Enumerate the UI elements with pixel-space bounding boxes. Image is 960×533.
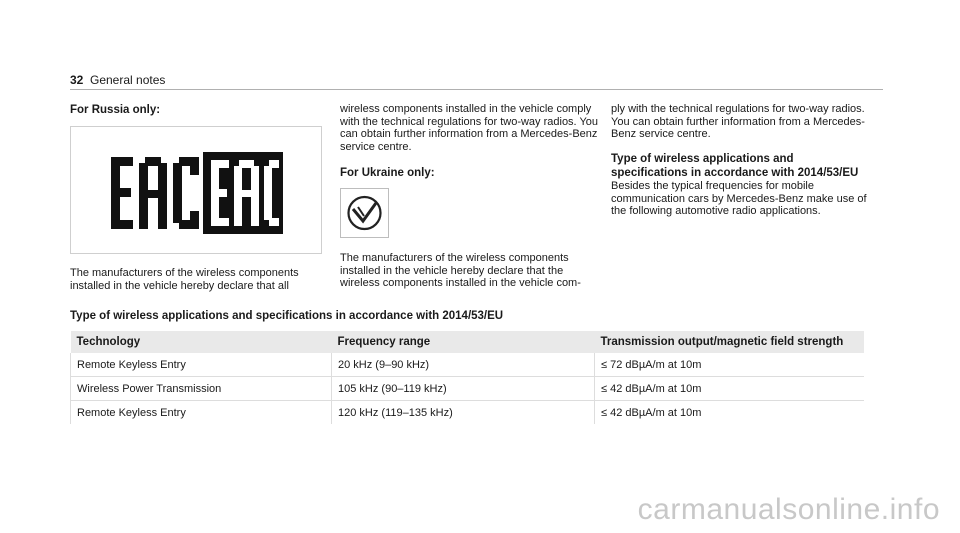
russia-heading: For Russia only: — [70, 104, 161, 116]
table-header-row — [71, 331, 865, 353]
column-header-output: Transmission output/magnetic field strength — [595, 331, 865, 353]
russia-text-part2: wireless components installed in the vehicle comply with the technical regulations for two-way radios. You can obtain further information from a Mercedes-Benz service centre. — [340, 103, 599, 153]
types-text: Besides the typical frequencies for mobile communication cars by Mercedes-Benz make use of the following automotive radio applications. — [611, 180, 867, 217]
cell-output: ≤ 42 dBµA/m at 10m — [595, 377, 865, 401]
table-title: Type of wireless applications and specifications in accordance with 2014/53/EU — [70, 310, 504, 322]
column-header-frequency: Frequency range — [332, 331, 595, 353]
ukraine-text-part1: The manufacturers of the wireless components installed in the vehicle hereby declare that the wireless components installed in the vehicle com- — [340, 252, 581, 289]
header-divider — [70, 89, 883, 90]
russia-text-part1: The manufacturers of the wireless components installed in the vehicle hereby declare that all — [70, 267, 299, 292]
ukraine-heading: For Ukraine only: — [340, 167, 435, 179]
table-row — [71, 377, 865, 401]
page-number: 32 — [70, 73, 84, 87]
ukraine-conformity-mark-icon — [341, 189, 388, 237]
cell-technology: Remote Keyless Entry — [71, 353, 332, 377]
cell-frequency: 20 kHz (9–90 kHz) — [332, 353, 595, 377]
eac-logo-frame — [70, 126, 322, 254]
column-header-technology: Technology — [71, 331, 332, 353]
cell-technology: Wireless Power Transmission — [71, 377, 332, 401]
cell-frequency: 105 kHz (90–119 kHz) — [332, 377, 595, 401]
cell-technology: Remote Keyless Entry — [71, 401, 332, 425]
types-heading: Type of wireless applications and specifications in accordance with 2014/53/EU — [611, 153, 859, 179]
eac-conformity-mark-icon — [71, 127, 321, 253]
specifications-table — [70, 331, 864, 424]
cell-output: ≤ 72 dBµA/m at 10m — [595, 353, 865, 377]
ukraine-text-part2: ply with the technical regulations for two-way radios. You can obtain further information from a Mercedes-Benz service centre. — [611, 103, 865, 140]
table-row — [71, 401, 865, 425]
page-title: General notes — [90, 73, 166, 87]
watermark: carmanualsonline.info — [637, 493, 940, 526]
ukraine-logo-frame — [340, 188, 389, 238]
cell-frequency: 120 kHz (119–135 kHz) — [332, 401, 595, 425]
table-row — [71, 353, 865, 377]
cell-output: ≤ 42 dBµA/m at 10m — [601, 406, 702, 419]
